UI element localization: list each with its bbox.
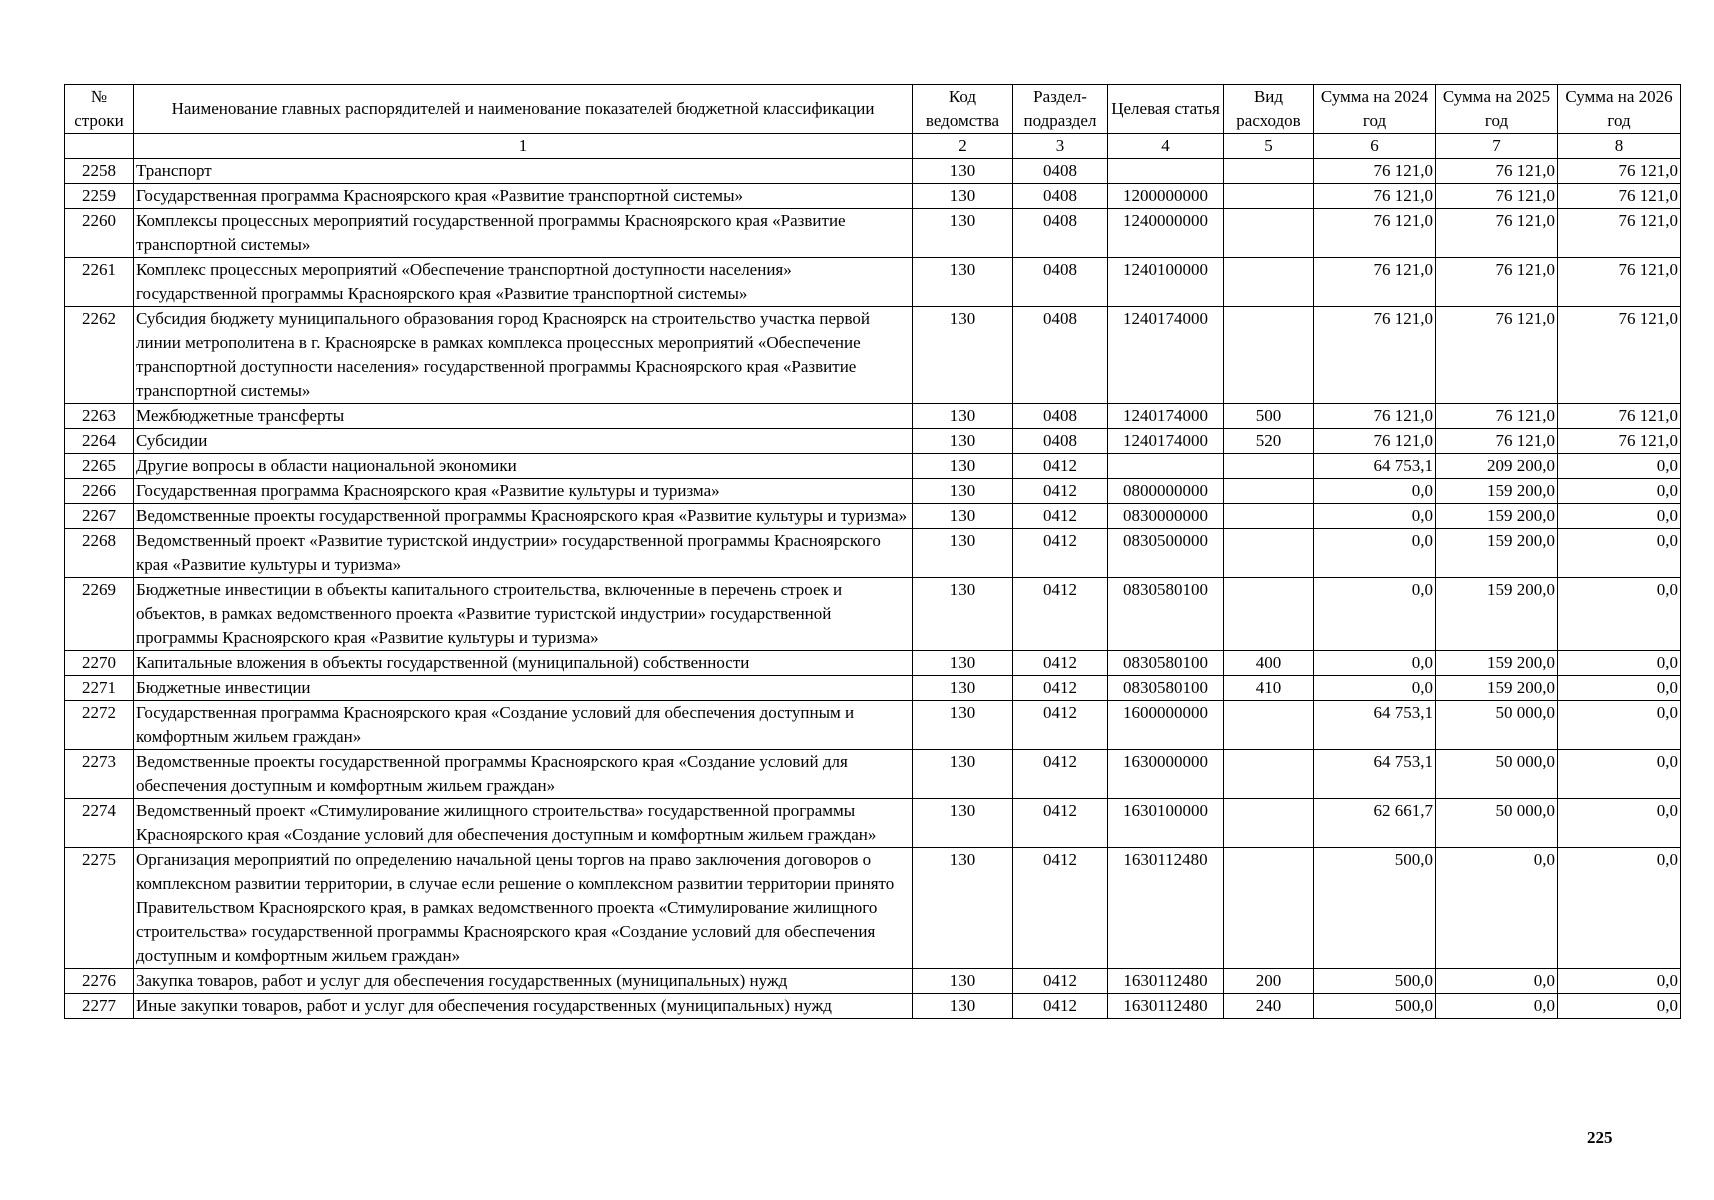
sum-2024: 76 121,0 (1314, 258, 1436, 307)
dept-code: 130 (913, 676, 1013, 701)
header-target: Целевая статья (1108, 85, 1224, 134)
table-row (65, 504, 1681, 529)
target-code: 1630112480 (1108, 848, 1224, 969)
row-number: 2258 (65, 159, 134, 184)
dept-code: 130 (913, 454, 1013, 479)
section-code: 0412 (1013, 651, 1108, 676)
sum-2024: 76 121,0 (1314, 184, 1436, 209)
target-code: 0830500000 (1108, 529, 1224, 578)
column-number: 3 (1013, 134, 1108, 159)
target-code: 1240000000 (1108, 209, 1224, 258)
table-body (65, 159, 1681, 1019)
column-number (65, 134, 134, 159)
row-number: 2267 (65, 504, 134, 529)
row-name: Межбюджетные трансферты (134, 404, 913, 429)
sum-2026: 76 121,0 (1558, 258, 1681, 307)
row-name: Ведомственные проекты государственной программы Красноярского края «Развитие культуры и туризма» (134, 504, 913, 529)
header-sum-2025: Сумма на 2025 год (1436, 85, 1558, 134)
section-code: 0408 (1013, 307, 1108, 404)
section-code: 0408 (1013, 159, 1108, 184)
budget-table (64, 84, 1681, 1019)
sum-2025: 159 200,0 (1436, 676, 1558, 701)
row-name: Ведомственный проект «Стимулирование жилищного строительства» государственной программы Красноярского края «Создание условий для обеспечения доступным и комфортным жильем граждан» (134, 799, 913, 848)
row-name: Организация мероприятий по определению начальной цены торгов на право заключения договоров о комплексном развитии территории, в случае если решение о комплексном развитии территории принято Правительством Красноярского края, в рамках ведомственного проекта «Стимулирование жилищного строительства» государственной программы Красноярского края «Создание условий для обеспечения доступным и комфортным жильем граждан» (134, 848, 913, 969)
row-name: Бюджетные инвестиции (134, 676, 913, 701)
dept-code: 130 (913, 307, 1013, 404)
header-dept-code: Код ведомства (913, 85, 1013, 134)
expense-type (1224, 504, 1314, 529)
sum-2024: 0,0 (1314, 504, 1436, 529)
table-row (65, 307, 1681, 404)
sum-2024: 76 121,0 (1314, 209, 1436, 258)
expense-type (1224, 209, 1314, 258)
expense-type (1224, 578, 1314, 651)
table-row (65, 258, 1681, 307)
sum-2025: 76 121,0 (1436, 429, 1558, 454)
target-code: 0830580100 (1108, 651, 1224, 676)
dept-code: 130 (913, 404, 1013, 429)
row-number: 2275 (65, 848, 134, 969)
column-number: 1 (134, 134, 913, 159)
sum-2025: 50 000,0 (1436, 750, 1558, 799)
row-name: Транспорт (134, 159, 913, 184)
dept-code: 130 (913, 159, 1013, 184)
column-number: 5 (1224, 134, 1314, 159)
table-row (65, 676, 1681, 701)
sum-2025: 50 000,0 (1436, 799, 1558, 848)
table-row (65, 651, 1681, 676)
header-section: Раздел-подраздел (1013, 85, 1108, 134)
sum-2026: 0,0 (1558, 504, 1681, 529)
dept-code: 130 (913, 578, 1013, 651)
sum-2024: 0,0 (1314, 529, 1436, 578)
section-code: 0408 (1013, 404, 1108, 429)
column-number: 8 (1558, 134, 1681, 159)
sum-2026: 0,0 (1558, 701, 1681, 750)
dept-code: 130 (913, 750, 1013, 799)
header-sum-2024: Сумма на 2024 год (1314, 85, 1436, 134)
expense-type (1224, 750, 1314, 799)
section-code: 0412 (1013, 701, 1108, 750)
sum-2024: 64 753,1 (1314, 454, 1436, 479)
target-code: 1200000000 (1108, 184, 1224, 209)
target-code: 1630112480 (1108, 969, 1224, 994)
row-name: Субсидия бюджету муниципального образования город Красноярск на строительство участка первой линии метрополитена в г. Красноярске в рамках комплекса процессных мероприятий «Обеспечение транспортной доступности населения» государственной программы Красноярского края «Развитие транспортной системы» (134, 307, 913, 404)
sum-2024: 76 121,0 (1314, 429, 1436, 454)
target-code: 0830000000 (1108, 504, 1224, 529)
sum-2024: 62 661,7 (1314, 799, 1436, 848)
header-sum-2026: Сумма на 2026 год (1558, 85, 1681, 134)
section-code: 0412 (1013, 799, 1108, 848)
sum-2026: 76 121,0 (1558, 209, 1681, 258)
section-code: 0412 (1013, 969, 1108, 994)
expense-type: 400 (1224, 651, 1314, 676)
row-number: 2277 (65, 994, 134, 1019)
row-name: Комплекс процессных мероприятий «Обеспечение транспортной доступности населения» государственной программы Красноярского края «Развитие транспортной системы» (134, 258, 913, 307)
row-name: Государственная программа Красноярского края «Развитие культуры и туризма» (134, 479, 913, 504)
dept-code: 130 (913, 848, 1013, 969)
sum-2026: 0,0 (1558, 479, 1681, 504)
expense-type (1224, 701, 1314, 750)
expense-type: 240 (1224, 994, 1314, 1019)
sum-2024: 0,0 (1314, 578, 1436, 651)
sum-2024: 76 121,0 (1314, 159, 1436, 184)
expense-type (1224, 307, 1314, 404)
row-number: 2273 (65, 750, 134, 799)
target-code: 0800000000 (1108, 479, 1224, 504)
row-name: Бюджетные инвестиции в объекты капитального строительства, включенные в перечень строек и объектов, в рамках ведомственного проекта «Развитие туристской индустрии» государственной программы Красноярского края «Развитие культуры и туризма» (134, 578, 913, 651)
dept-code: 130 (913, 258, 1013, 307)
sum-2024: 76 121,0 (1314, 404, 1436, 429)
expense-type (1224, 479, 1314, 504)
sum-2026: 0,0 (1558, 848, 1681, 969)
section-code: 0412 (1013, 676, 1108, 701)
dept-code: 130 (913, 504, 1013, 529)
target-code: 1600000000 (1108, 701, 1224, 750)
expense-type (1224, 159, 1314, 184)
column-number: 4 (1108, 134, 1224, 159)
row-number: 2265 (65, 454, 134, 479)
row-number: 2260 (65, 209, 134, 258)
section-code: 0412 (1013, 454, 1108, 479)
sum-2026: 0,0 (1558, 454, 1681, 479)
expense-type (1224, 848, 1314, 969)
expense-type: 500 (1224, 404, 1314, 429)
table-row (65, 429, 1681, 454)
section-code: 0408 (1013, 184, 1108, 209)
sum-2025: 159 200,0 (1436, 504, 1558, 529)
row-number: 2270 (65, 651, 134, 676)
sum-2024: 64 753,1 (1314, 750, 1436, 799)
column-number: 6 (1314, 134, 1436, 159)
row-number: 2262 (65, 307, 134, 404)
sum-2026: 0,0 (1558, 994, 1681, 1019)
row-name: Закупка товаров, работ и услуг для обеспечения государственных (муниципальных) нужд (134, 969, 913, 994)
sum-2026: 76 121,0 (1558, 429, 1681, 454)
sum-2025: 159 200,0 (1436, 479, 1558, 504)
expense-type (1224, 184, 1314, 209)
section-code: 0412 (1013, 848, 1108, 969)
row-name: Комплексы процессных мероприятий государственной программы Красноярского края «Развитие транспортной системы» (134, 209, 913, 258)
table-row (65, 994, 1681, 1019)
dept-code: 130 (913, 701, 1013, 750)
target-code: 0830580100 (1108, 578, 1224, 651)
table-row (65, 454, 1681, 479)
row-name: Ведомственный проект «Развитие туристской индустрии» государственной программы Красноярского края «Развитие культуры и туризма» (134, 529, 913, 578)
table-row (65, 848, 1681, 969)
sum-2026: 0,0 (1558, 651, 1681, 676)
header-row (65, 85, 1681, 134)
target-code (1108, 159, 1224, 184)
header-row-no: № строки (65, 85, 134, 134)
column-number: 7 (1436, 134, 1558, 159)
expense-type (1224, 529, 1314, 578)
dept-code: 130 (913, 969, 1013, 994)
column-number: 2 (913, 134, 1013, 159)
sum-2024: 64 753,1 (1314, 701, 1436, 750)
table-row (65, 209, 1681, 258)
page-number: 225 (1587, 1128, 1613, 1147)
section-code: 0412 (1013, 529, 1108, 578)
header-exp-type: Вид расходов (1224, 85, 1314, 134)
sum-2024: 500,0 (1314, 994, 1436, 1019)
section-code: 0408 (1013, 209, 1108, 258)
sum-2025: 159 200,0 (1436, 578, 1558, 651)
sum-2024: 0,0 (1314, 676, 1436, 701)
sum-2026: 0,0 (1558, 676, 1681, 701)
sum-2025: 76 121,0 (1436, 184, 1558, 209)
sum-2025: 50 000,0 (1436, 701, 1558, 750)
sum-2024: 76 121,0 (1314, 307, 1436, 404)
row-name: Другие вопросы в области национальной экономики (134, 454, 913, 479)
table-row (65, 750, 1681, 799)
table-row (65, 184, 1681, 209)
row-number: 2271 (65, 676, 134, 701)
sum-2026: 76 121,0 (1558, 184, 1681, 209)
sum-2025: 159 200,0 (1436, 529, 1558, 578)
expense-type: 200 (1224, 969, 1314, 994)
section-code: 0412 (1013, 750, 1108, 799)
row-number: 2274 (65, 799, 134, 848)
dept-code: 130 (913, 184, 1013, 209)
sum-2026: 0,0 (1558, 799, 1681, 848)
dept-code: 130 (913, 651, 1013, 676)
header-name: Наименование главных распорядителей и наименование показателей бюджетной классификации (134, 85, 913, 134)
row-name: Государственная программа Красноярского края «Развитие транспортной системы» (134, 184, 913, 209)
sum-2024: 0,0 (1314, 651, 1436, 676)
dept-code: 130 (913, 479, 1013, 504)
expense-type (1224, 454, 1314, 479)
dept-code: 130 (913, 994, 1013, 1019)
section-code: 0412 (1013, 578, 1108, 651)
dept-code: 130 (913, 529, 1013, 578)
row-number: 2259 (65, 184, 134, 209)
sum-2025: 76 121,0 (1436, 159, 1558, 184)
target-code: 1240174000 (1108, 429, 1224, 454)
sum-2024: 500,0 (1314, 848, 1436, 969)
sum-2026: 0,0 (1558, 750, 1681, 799)
sum-2025: 159 200,0 (1436, 651, 1558, 676)
row-name: Государственная программа Красноярского края «Создание условий для обеспечения доступным и комфортным жильем граждан» (134, 701, 913, 750)
row-number: 2269 (65, 578, 134, 651)
target-code: 0830580100 (1108, 676, 1224, 701)
sum-2025: 76 121,0 (1436, 307, 1558, 404)
target-code (1108, 454, 1224, 479)
section-code: 0408 (1013, 429, 1108, 454)
table-row (65, 529, 1681, 578)
sum-2026: 0,0 (1558, 529, 1681, 578)
table-row (65, 404, 1681, 429)
row-number: 2276 (65, 969, 134, 994)
expense-type (1224, 258, 1314, 307)
sum-2025: 0,0 (1436, 848, 1558, 969)
sum-2024: 500,0 (1314, 969, 1436, 994)
row-number: 2261 (65, 258, 134, 307)
expense-type: 520 (1224, 429, 1314, 454)
column-number-row (65, 134, 1681, 159)
row-number: 2264 (65, 429, 134, 454)
table-row (65, 159, 1681, 184)
target-code: 1240174000 (1108, 404, 1224, 429)
section-code: 0412 (1013, 994, 1108, 1019)
sum-2025: 0,0 (1436, 994, 1558, 1019)
section-code: 0408 (1013, 258, 1108, 307)
sum-2026: 76 121,0 (1558, 307, 1681, 404)
section-code: 0412 (1013, 504, 1108, 529)
table-row (65, 578, 1681, 651)
sum-2025: 0,0 (1436, 969, 1558, 994)
table-row (65, 969, 1681, 994)
sum-2026: 76 121,0 (1558, 159, 1681, 184)
section-code: 0412 (1013, 479, 1108, 504)
target-code: 1630000000 (1108, 750, 1224, 799)
expense-type: 410 (1224, 676, 1314, 701)
target-code: 1240100000 (1108, 258, 1224, 307)
table-row (65, 701, 1681, 750)
sum-2026: 76 121,0 (1558, 404, 1681, 429)
dept-code: 130 (913, 209, 1013, 258)
dept-code: 130 (913, 799, 1013, 848)
table-row (65, 479, 1681, 504)
target-code: 1630100000 (1108, 799, 1224, 848)
row-name: Иные закупки товаров, работ и услуг для обеспечения государственных (муниципальных) нужд (134, 994, 913, 1019)
sum-2024: 0,0 (1314, 479, 1436, 504)
sum-2026: 0,0 (1558, 578, 1681, 651)
table-row (65, 799, 1681, 848)
sum-2025: 76 121,0 (1436, 258, 1558, 307)
row-number: 2268 (65, 529, 134, 578)
target-code: 1240174000 (1108, 307, 1224, 404)
row-name: Капитальные вложения в объекты государственной (муниципальной) собственности (134, 651, 913, 676)
dept-code: 130 (913, 429, 1013, 454)
sum-2025: 76 121,0 (1436, 404, 1558, 429)
sum-2026: 0,0 (1558, 969, 1681, 994)
row-number: 2263 (65, 404, 134, 429)
row-name: Субсидии (134, 429, 913, 454)
target-code: 1630112480 (1108, 994, 1224, 1019)
sum-2025: 76 121,0 (1436, 209, 1558, 258)
expense-type (1224, 799, 1314, 848)
row-number: 2266 (65, 479, 134, 504)
sum-2025: 209 200,0 (1436, 454, 1558, 479)
row-number: 2272 (65, 701, 134, 750)
row-name: Ведомственные проекты государственной программы Красноярского края «Создание условий для обеспечения доступным и комфортным жильем граждан» (134, 750, 913, 799)
